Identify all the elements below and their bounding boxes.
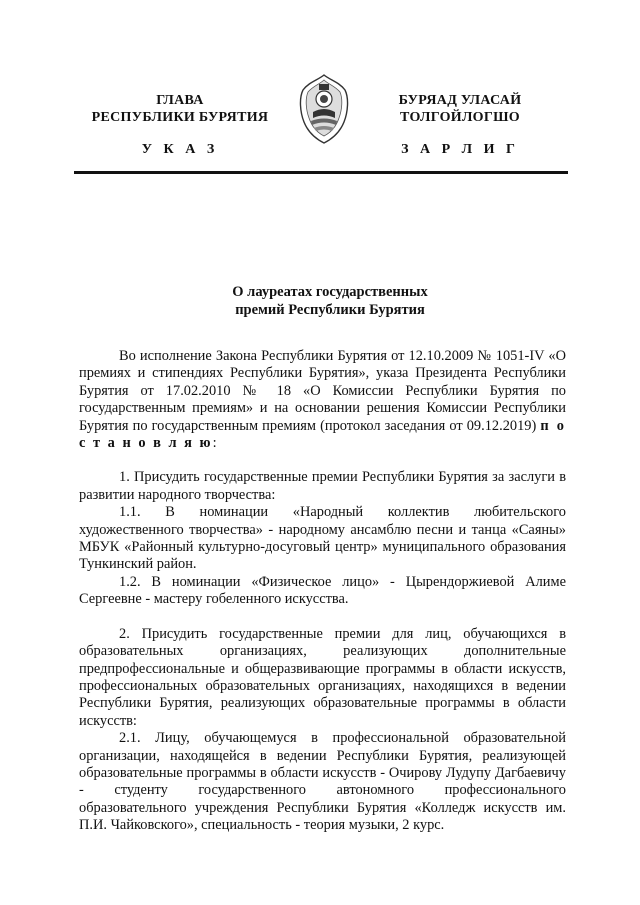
intro-paragraph [79, 348, 566, 452]
paragraph-1-1: 1.1. В номинации «Народный коллектив любительского художественного творчества» - народному ансамблю песни и танца «Саяны» МБУК «Районный культурно-досуговый центр» муниципального образования Тункинский район. [79, 504, 566, 573]
title-line1: О лауреатах государственных [232, 284, 428, 300]
header-left-line2: РЕСПУБЛИКИ БУРЯТИЯ [91, 110, 269, 125]
header-right-line1: БУРЯАД УЛАСАЙ [398, 93, 522, 108]
paragraph-1: 1. Присудить государственные премии Республики Бурятия за заслуги в развитии народного творчества: [79, 469, 566, 503]
paragraph-1-2: 1.2. В номинации «Физическое лицо» - Цырендоржиевой Алиме Сергеевне - мастеру гобеленного искусства. [79, 573, 566, 608]
intro-verb: п о с т а н о в л я ю [79, 417, 566, 452]
intro-colon: : [212, 435, 217, 452]
zarlig-label: З А Р Л И Г [401, 142, 519, 157]
paragraph-2: 2. Присудить государственные премии для лиц, обучающихся в образовательных организациях, реализующих дополнительные предпрофессиональные и общеразвивающие программы в области искусств, профессиональных образовательных организациях, находящихся в ведении Республики Бурятия, реализующих образовательные программы в области искусств: [79, 625, 566, 729]
header-divider [74, 171, 568, 174]
paragraph-2-1: 2.1. Лицу, обучающемуся в профессиональной образовательной организации, находящейся в ведении Республики Бурятия, реализующей образовательные программы в области искусств - Очирову Лудупу Дагбаевичу - студенту государственного автономного профессионального образовательного учреждения Республики Бурятия «Колледж искусств им. П.И. Чайковского», специальность - теория музыки, 2 курс. [79, 730, 566, 834]
header-right [380, 92, 540, 126]
intro-text: Во исполнение Закона Республики Бурятия от 12.10.2009 № 1051-IV «О премиях и стипендиях Республики Бурятия», указа Президента Республики Бурятия от 17.02.2010 № 18 «О Комиссии Республики Бурятия по государственным премиям» и на основании решения Комиссии Республики Бурятия по государственным премиям (протокол заседания от 09.12.2019) [79, 348, 566, 434]
header-right-line2: ТОЛГОЙЛОГШО [400, 110, 520, 125]
document-body [79, 348, 566, 835]
header-left-line1: ГЛАВА [156, 93, 204, 108]
document-title [170, 283, 490, 319]
ukaz-label: У К А З [141, 142, 219, 157]
header-left [80, 92, 280, 126]
title-line2: премий Республики Бурятия [235, 302, 425, 318]
coat-of-arms-emblem [297, 72, 351, 146]
